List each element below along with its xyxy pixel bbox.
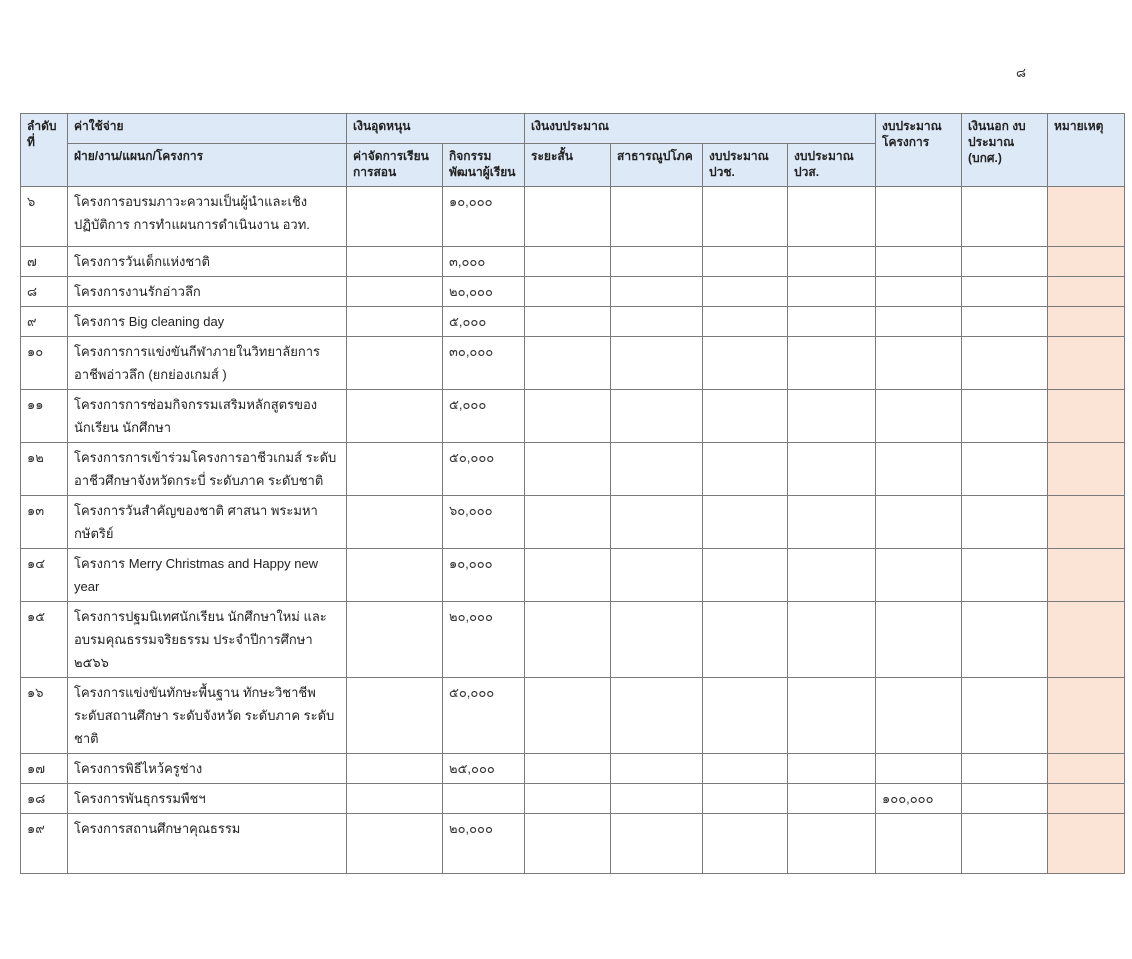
budget-pvc-cell	[703, 337, 788, 390]
teaching-cost-cell	[347, 678, 443, 754]
project-budget-cell	[876, 496, 962, 549]
extra-budget-cell	[962, 549, 1048, 602]
student-dev-cell: ๑๐,๐๐๐	[443, 187, 525, 247]
short-term-cell	[525, 814, 611, 874]
budget-pvc-cell	[703, 784, 788, 814]
budget-pvc-cell	[703, 277, 788, 307]
table-row	[21, 784, 1125, 814]
budget-pvs-cell	[788, 390, 876, 443]
project-budget-cell: ๑๐๐,๐๐๐	[876, 784, 962, 814]
short-term-cell	[525, 496, 611, 549]
utilities-cell	[611, 187, 703, 247]
project-budget-cell	[876, 602, 962, 678]
header-extra-budget: เงินนอก งบประมาณ (บกศ.)	[962, 114, 1048, 187]
student-dev-cell: ๑๐,๐๐๐	[443, 549, 525, 602]
header-subsidy: เงินอุดหนุน	[347, 114, 525, 144]
utilities-cell	[611, 549, 703, 602]
utilities-cell	[611, 496, 703, 549]
teaching-cost-cell	[347, 784, 443, 814]
extra-budget-cell	[962, 390, 1048, 443]
utilities-cell	[611, 443, 703, 496]
short-term-cell	[525, 247, 611, 277]
budget-pvs-cell	[788, 814, 876, 874]
project-budget-cell	[876, 390, 962, 443]
header-short-term: ระยะสั้น	[525, 144, 611, 187]
project-name-cell: โครงการการเข้าร่วมโครงการอาชีวเกมส์ ระดับอาชีวศึกษาจังหวัดกระบี่ ระดับภาค ระดับชาติ	[68, 443, 347, 496]
project-name-cell: โครงการงานรักอ่าวลึก	[68, 277, 347, 307]
seq-cell: ๑๐	[21, 337, 68, 390]
note-cell	[1048, 784, 1125, 814]
utilities-cell	[611, 390, 703, 443]
budget-pvc-cell	[703, 187, 788, 247]
utilities-cell	[611, 784, 703, 814]
project-budget-cell	[876, 247, 962, 277]
teaching-cost-cell	[347, 814, 443, 874]
student-dev-cell: ๕๐,๐๐๐	[443, 443, 525, 496]
extra-budget-cell	[962, 247, 1048, 277]
utilities-cell	[611, 307, 703, 337]
utilities-cell	[611, 814, 703, 874]
project-budget-cell	[876, 277, 962, 307]
seq-cell: ๑๓	[21, 496, 68, 549]
student-dev-cell: ๕,๐๐๐	[443, 307, 525, 337]
project-name-cell: โครงการวันเด็กแห่งชาติ	[68, 247, 347, 277]
budget-pvc-cell	[703, 754, 788, 784]
extra-budget-cell	[962, 784, 1048, 814]
note-cell	[1048, 678, 1125, 754]
teaching-cost-cell	[347, 754, 443, 784]
budget-pvc-cell	[703, 496, 788, 549]
table-row	[21, 549, 1125, 602]
table-row	[21, 337, 1125, 390]
utilities-cell	[611, 678, 703, 754]
short-term-cell	[525, 602, 611, 678]
student-dev-cell: ๓๐,๐๐๐	[443, 337, 525, 390]
table-row	[21, 247, 1125, 277]
project-name-cell: โครงการแข่งขันทักษะพื้นฐาน ทักษะวิชาชีพ ระดับสถานศึกษา ระดับจังหวัด ระดับภาค ระดับชาติ	[68, 678, 347, 754]
note-cell	[1048, 277, 1125, 307]
note-cell	[1048, 754, 1125, 784]
budget-table	[20, 113, 1125, 874]
note-cell	[1048, 549, 1125, 602]
table-header	[21, 114, 1125, 187]
utilities-cell	[611, 247, 703, 277]
table-row	[21, 187, 1125, 247]
page-number: ๘	[1016, 65, 1027, 80]
note-cell	[1048, 814, 1125, 874]
budget-pvs-cell	[788, 678, 876, 754]
student-dev-cell: ๕,๐๐๐	[443, 390, 525, 443]
note-cell	[1048, 443, 1125, 496]
header-budget-pvc: งบประมาณ ปวช.	[703, 144, 788, 187]
budget-pvs-cell	[788, 784, 876, 814]
project-name-cell: โครงการ Big cleaning day	[68, 307, 347, 337]
extra-budget-cell	[962, 678, 1048, 754]
short-term-cell	[525, 337, 611, 390]
budget-pvc-cell	[703, 678, 788, 754]
short-term-cell	[525, 187, 611, 247]
table-row	[21, 602, 1125, 678]
student-dev-cell: ๒๐,๐๐๐	[443, 814, 525, 874]
short-term-cell	[525, 390, 611, 443]
note-cell	[1048, 337, 1125, 390]
project-name-cell: โครงการการซ่อมกิจกรรมเสริมหลักสูตรของนักเรียน นักศึกษา	[68, 390, 347, 443]
project-budget-cell	[876, 678, 962, 754]
seq-cell: ๑๗	[21, 754, 68, 784]
extra-budget-cell	[962, 337, 1048, 390]
project-name-cell: โครงการสถานศึกษาคุณธรรม	[68, 814, 347, 874]
note-cell	[1048, 247, 1125, 277]
header-seq: ลำดับ ที่	[21, 114, 68, 187]
budget-pvs-cell	[788, 602, 876, 678]
header-utilities: สาธารณูปโภค	[611, 144, 703, 187]
student-dev-cell: ๕๐,๐๐๐	[443, 678, 525, 754]
student-dev-cell: ๓,๐๐๐	[443, 247, 525, 277]
seq-cell: ๘	[21, 277, 68, 307]
project-budget-cell	[876, 814, 962, 874]
short-term-cell	[525, 277, 611, 307]
utilities-cell	[611, 602, 703, 678]
table-body	[21, 187, 1125, 874]
extra-budget-cell	[962, 187, 1048, 247]
budget-pvc-cell	[703, 390, 788, 443]
project-name-cell: โครงการพิธีไหว้ครูช่าง	[68, 754, 347, 784]
extra-budget-cell	[962, 814, 1048, 874]
budget-pvs-cell	[788, 337, 876, 390]
student-dev-cell: ๒๕,๐๐๐	[443, 754, 525, 784]
budget-pvc-cell	[703, 602, 788, 678]
table-row	[21, 277, 1125, 307]
seq-cell: ๖	[21, 187, 68, 247]
table-row	[21, 390, 1125, 443]
extra-budget-cell	[962, 754, 1048, 784]
project-name-cell: โครงการ Merry Christmas and Happy new year	[68, 549, 347, 602]
extra-budget-cell	[962, 496, 1048, 549]
seq-cell: ๑๒	[21, 443, 68, 496]
budget-pvc-cell	[703, 549, 788, 602]
project-name-cell: โครงการวันสำคัญของชาติ ศาสนา พระมหากษัตริย์	[68, 496, 347, 549]
table-row	[21, 307, 1125, 337]
table-row	[21, 443, 1125, 496]
student-dev-cell: ๖๐,๐๐๐	[443, 496, 525, 549]
note-cell	[1048, 390, 1125, 443]
project-name-cell: โครงการการแข่งขันกีฬาภายในวิทยาลัยการอาชีพอ่าวลึก (ยกย่องเกมส์ )	[68, 337, 347, 390]
teaching-cost-cell	[347, 443, 443, 496]
short-term-cell	[525, 549, 611, 602]
header-budget-pvs: งบประมาณ ปวส.	[788, 144, 876, 187]
header-teaching-cost: ค่าจัดการเรียน การสอน	[347, 144, 443, 187]
seq-cell: ๑๑	[21, 390, 68, 443]
teaching-cost-cell	[347, 496, 443, 549]
note-cell	[1048, 187, 1125, 247]
teaching-cost-cell	[347, 602, 443, 678]
teaching-cost-cell	[347, 549, 443, 602]
budget-pvc-cell	[703, 814, 788, 874]
seq-cell: ๑๔	[21, 549, 68, 602]
seq-cell: ๑๙	[21, 814, 68, 874]
budget-pvs-cell	[788, 307, 876, 337]
extra-budget-cell	[962, 602, 1048, 678]
project-name-cell: โครงการพันธุกรรมพืชฯ	[68, 784, 347, 814]
short-term-cell	[525, 307, 611, 337]
project-name-cell: โครงการปฐมนิเทศนักเรียน นักศึกษาใหม่ และอบรมคุณธรรมจริยธรรม ประจำปีการศึกษา ๒๕๖๖	[68, 602, 347, 678]
student-dev-cell: ๒๐,๐๐๐	[443, 277, 525, 307]
student-dev-cell: ๒๐,๐๐๐	[443, 602, 525, 678]
project-budget-cell	[876, 337, 962, 390]
table-row	[21, 678, 1125, 754]
budget-pvs-cell	[788, 496, 876, 549]
header-expense: ค่าใช้จ่าย	[68, 114, 347, 144]
budget-pvc-cell	[703, 247, 788, 277]
short-term-cell	[525, 754, 611, 784]
table-row	[21, 814, 1125, 874]
budget-pvs-cell	[788, 754, 876, 784]
note-cell	[1048, 307, 1125, 337]
teaching-cost-cell	[347, 307, 443, 337]
header-dept: ฝ่าย/งาน/แผนก/โครงการ	[68, 144, 347, 187]
note-cell	[1048, 496, 1125, 549]
extra-budget-cell	[962, 307, 1048, 337]
table-row	[21, 496, 1125, 549]
budget-pvs-cell	[788, 187, 876, 247]
utilities-cell	[611, 337, 703, 390]
project-name-cell: โครงการอบรมภาวะความเป็นผู้นำและเชิงปฏิบัติการ การทำแผนการดำเนินงาน อวท.	[68, 187, 347, 247]
budget-pvs-cell	[788, 277, 876, 307]
seq-cell: ๗	[21, 247, 68, 277]
project-budget-cell	[876, 307, 962, 337]
short-term-cell	[525, 443, 611, 496]
teaching-cost-cell	[347, 390, 443, 443]
teaching-cost-cell	[347, 187, 443, 247]
seq-cell: ๑๕	[21, 602, 68, 678]
teaching-cost-cell	[347, 247, 443, 277]
teaching-cost-cell	[347, 337, 443, 390]
project-budget-cell	[876, 443, 962, 496]
short-term-cell	[525, 784, 611, 814]
seq-cell: ๑๘	[21, 784, 68, 814]
seq-cell: ๑๖	[21, 678, 68, 754]
extra-budget-cell	[962, 443, 1048, 496]
note-cell	[1048, 602, 1125, 678]
project-budget-cell	[876, 549, 962, 602]
utilities-cell	[611, 754, 703, 784]
budget-pvs-cell	[788, 549, 876, 602]
project-budget-cell	[876, 187, 962, 247]
header-project-budget: งบประมาณ โครงการ	[876, 114, 962, 187]
student-dev-cell	[443, 784, 525, 814]
project-budget-cell	[876, 754, 962, 784]
seq-cell: ๙	[21, 307, 68, 337]
header-note: หมายเหตุ	[1048, 114, 1125, 187]
utilities-cell	[611, 277, 703, 307]
budget-pvc-cell	[703, 443, 788, 496]
header-student-dev: กิจกรรม พัฒนาผู้เรียน	[443, 144, 525, 187]
budget-pvs-cell	[788, 247, 876, 277]
table-row	[21, 754, 1125, 784]
short-term-cell	[525, 678, 611, 754]
header-budget: เงินงบประมาณ	[525, 114, 876, 144]
extra-budget-cell	[962, 277, 1048, 307]
budget-pvs-cell	[788, 443, 876, 496]
budget-pvc-cell	[703, 307, 788, 337]
teaching-cost-cell	[347, 277, 443, 307]
